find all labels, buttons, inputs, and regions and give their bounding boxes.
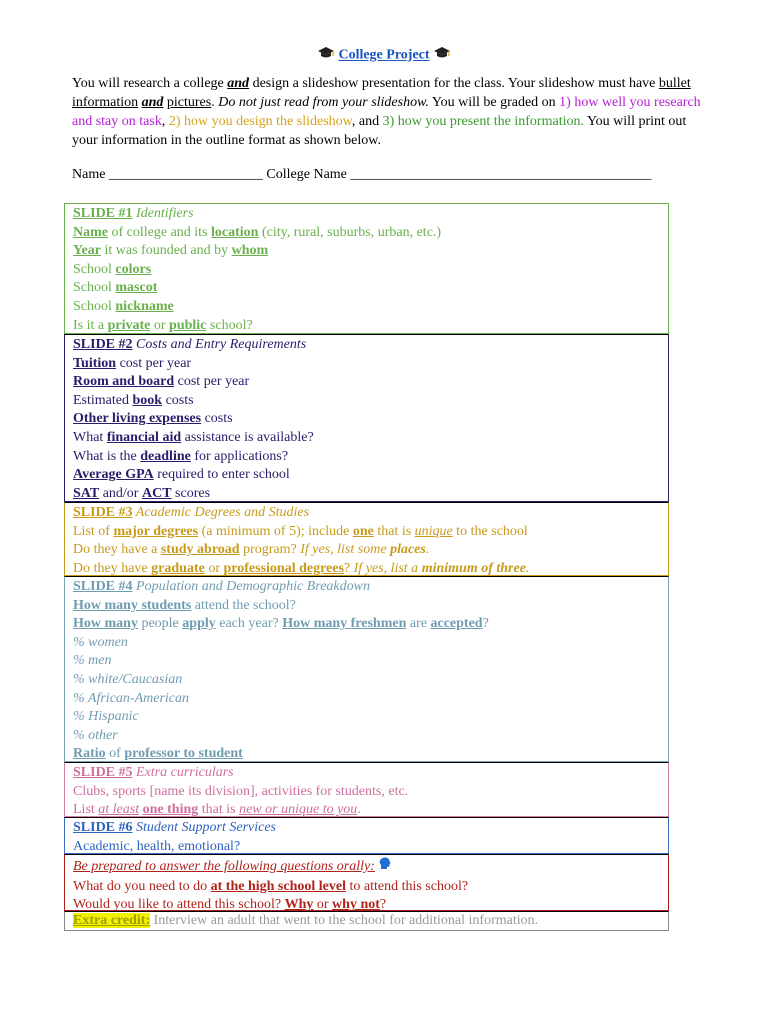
speaking-head-icon	[378, 856, 394, 878]
slide-3-box: SLIDE #3 Academic Degrees and Studies List of major degrees (a minimum of 5); include one that is unique to the school Do they have a study abroad program? If yes, list some places. Do they have graduate or professional degrees? If yes, list a minimum of three.	[64, 502, 669, 576]
slide-1-box: SLIDE #1 Identifiers Name of college and its location (city, rural, suburbs, urban, etc.) Year it was founded and by whom School colors School mascot School nickname Is it a private or public school?	[64, 203, 669, 334]
slide-4-box: SLIDE #4 Population and Demographic Breakdown How many students attend the school? How many people apply each year? How many freshmen are accepted? % women % men % white/Caucasian % African-American % Hispanic % other Ratio of professor to student	[64, 576, 669, 762]
slide-2-box: SLIDE #2 Costs and Entry Requirements Tuition cost per year Room and board cost per year Estimated book costs Other living expenses costs What financial aid assistance is available? What is the deadline for applications? Average GPA required to enter school SAT and/or ACT scores	[64, 334, 669, 502]
intro-paragraph: You will research a college and design a slideshow presentation for the class. Your slideshow must have bullet information and pictures. Do not just read from your slideshow. You will be graded on 1) how well you research and stay on task, 2) how you design the slideshow, and 3) how you present the information. You will print out your information in the outline format as shown below.	[72, 76, 701, 148]
oral-questions-box: Be prepared to answer the following questions orally: What do you need to do at the high school level to attend this school? Would you like to attend this school? Why or why not?	[64, 854, 669, 911]
slide-6-box: SLIDE #6 Student Support Services Academic, health, emotional?	[64, 817, 669, 854]
graduation-cap-icon	[433, 46, 451, 65]
page-title-row	[0, 46, 768, 65]
title-link[interactable]: College Project	[338, 47, 430, 63]
extra-credit-box: Extra credit: Interview an adult that went to the school for additional information.	[64, 911, 669, 931]
graduation-cap-icon	[317, 46, 335, 65]
extra-credit-label: Extra credit:	[73, 913, 151, 928]
slide-5-box: SLIDE #5 Extra curriculars Clubs, sports [name its division], activities for students, etc. List at least one thing that is new or unique to you.	[64, 762, 669, 817]
name-and-college-line: Name ______________________ College Name ___________________________________________	[72, 167, 652, 182]
